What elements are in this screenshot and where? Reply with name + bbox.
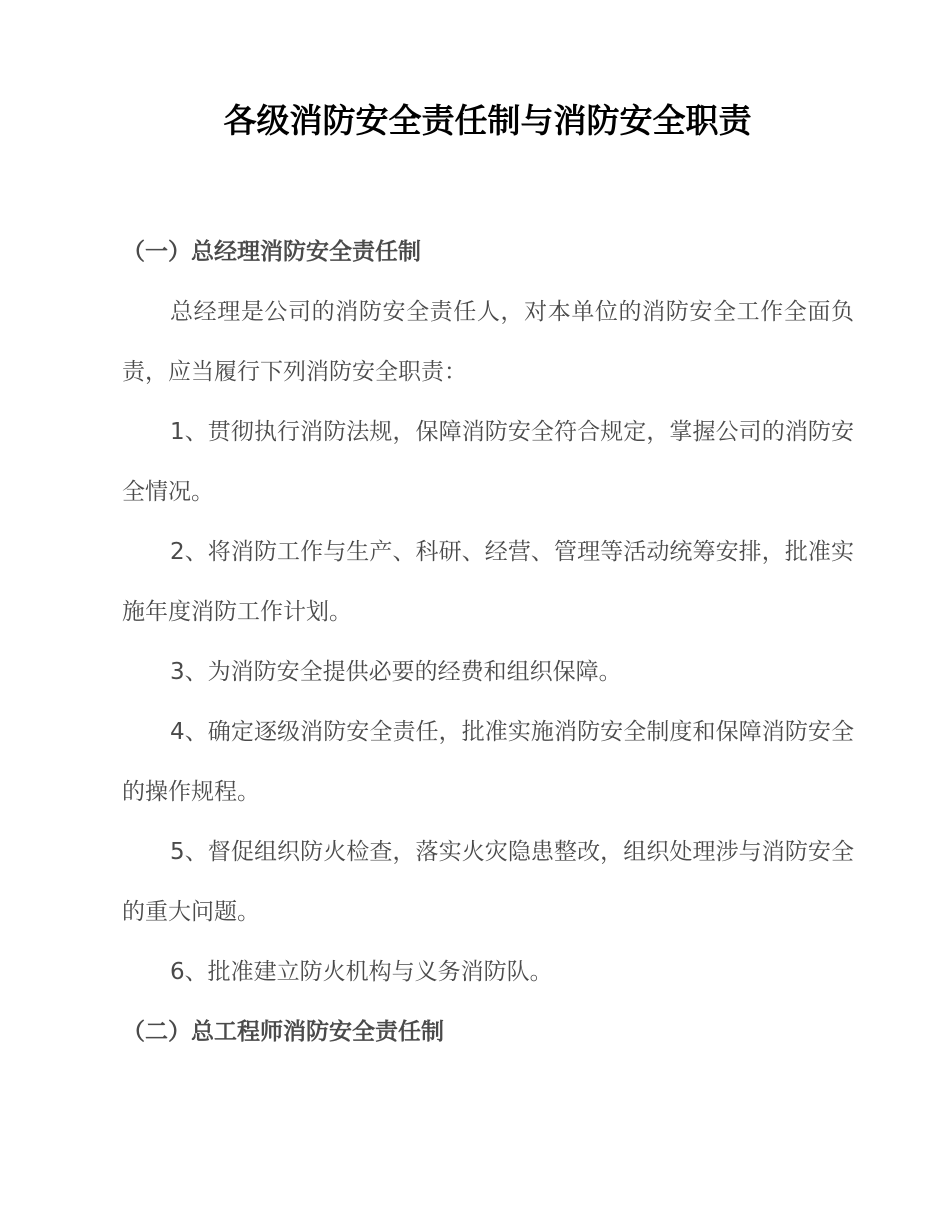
section-heading-chief-engineer: （二）总工程师消防安全责任制 [122,1019,444,1045]
paragraph-intro: 总经理是公司的消防安全责任人，对本单位的消防安全工作全面负责，应当履行下列消防安全职责： [122,299,854,385]
document-body [122,222,854,1062]
paragraph-item-3: 3、为消防安全提供必要的经费和组织保障。 [170,659,622,685]
paragraph-item-5: 5、督促组织防火检查，落实火灾隐患整改，组织处理涉与消防安全的重大问题。 [122,839,854,925]
document-title: 各级消防安全责任制与消防安全职责 [223,101,752,140]
paragraph-item-2: 2、将消防工作与生产、科研、经营、管理等活动统筹安排，批准实施年度消防工作计划。 [122,539,854,625]
paragraph-item-6: 6、批准建立防火机构与义务消防队。 [170,959,553,985]
paragraph-item-4: 4、确定逐级消防安全责任，批准实施消防安全制度和保障消防安全的操作规程。 [122,719,854,805]
section-heading-general-manager: （一）总经理消防安全责任制 [122,239,421,265]
paragraph-item-1: 1、贯彻执行消防法规，保障消防安全符合规定，掌握公司的消防安全情况。 [122,419,854,505]
